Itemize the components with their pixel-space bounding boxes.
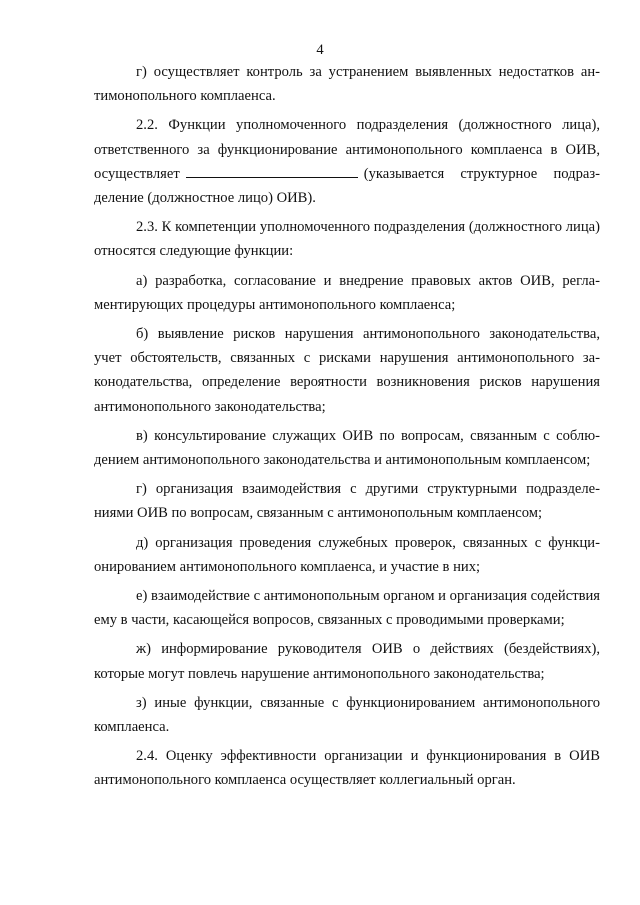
paragraph-2-2-text-after: (указывается структурное подразделение (должностное лицо) ОИВ).	[94, 165, 600, 207]
fill-in-blank-line	[186, 163, 358, 178]
paragraph-g-control: г) осуществляет контроль за устранением выявленных недостатков антимонопольного комплаенса.	[94, 64, 600, 105]
list-item-b: б) выявление рисков нарушения антимонопольного законодательства, учет обстоятельств, связанных с рисками нарушения антимонопольного законодательства, определение вероятности возникновения рисков нарушения антимонопольного законодательства;	[94, 326, 600, 415]
paragraph-2-3: 2.3. К компетенции уполномоченного подразделения (должностного лица) относятся следующие функции:	[94, 219, 600, 260]
paragraph-2-4: 2.4. Оценку эффективности организации и функционирования в ОИВ антимонопольного комплаенса осуществляет коллегиальный орган.	[94, 748, 600, 789]
list-item-zh: ж) информирование руководителя ОИВ о действиях (бездействиях), которые могут повлечь нарушение антимонопольного законодательства;	[94, 641, 600, 682]
list-item-a: а) разработка, согласование и внедрение правовых актов ОИВ, регламентирующих процедуры антимонопольного комплаенса;	[94, 272, 600, 313]
list-item-v: в) консультирование служащих ОИВ по вопросам, связанным с соблюдением антимонопольного законодательства и антимонопольным комплаенсом;	[94, 427, 600, 469]
list-item-e: е) взаимодействие с антимонопольным органом и организация содействия ему в части, касающейся вопросов, связанных с проводимыми проверками;	[94, 588, 600, 629]
paragraph-2-2	[94, 113, 600, 210]
document-body	[94, 60, 600, 798]
paragraph-2-2-text-before: 2.2. Функции уполномоченного подразделения (должностного лица), ответственного за функционирование антимонопольного комплаенса в ОИВ, осуществляет	[94, 117, 600, 182]
page-number: 4	[316, 42, 324, 58]
list-item-d: д) организация проведения служебных проверок, связанных с функционированием антимонопольного комплаенса, и участие в них;	[94, 534, 600, 575]
list-item-g: г) организация взаимодействия с другими структурными подразделениями ОИВ по вопросам, связанным с антимонопольным комплаенсом;	[94, 481, 600, 522]
list-item-z: з) иные функции, связанные с функционированием антимонопольного комплаенса.	[94, 694, 600, 736]
